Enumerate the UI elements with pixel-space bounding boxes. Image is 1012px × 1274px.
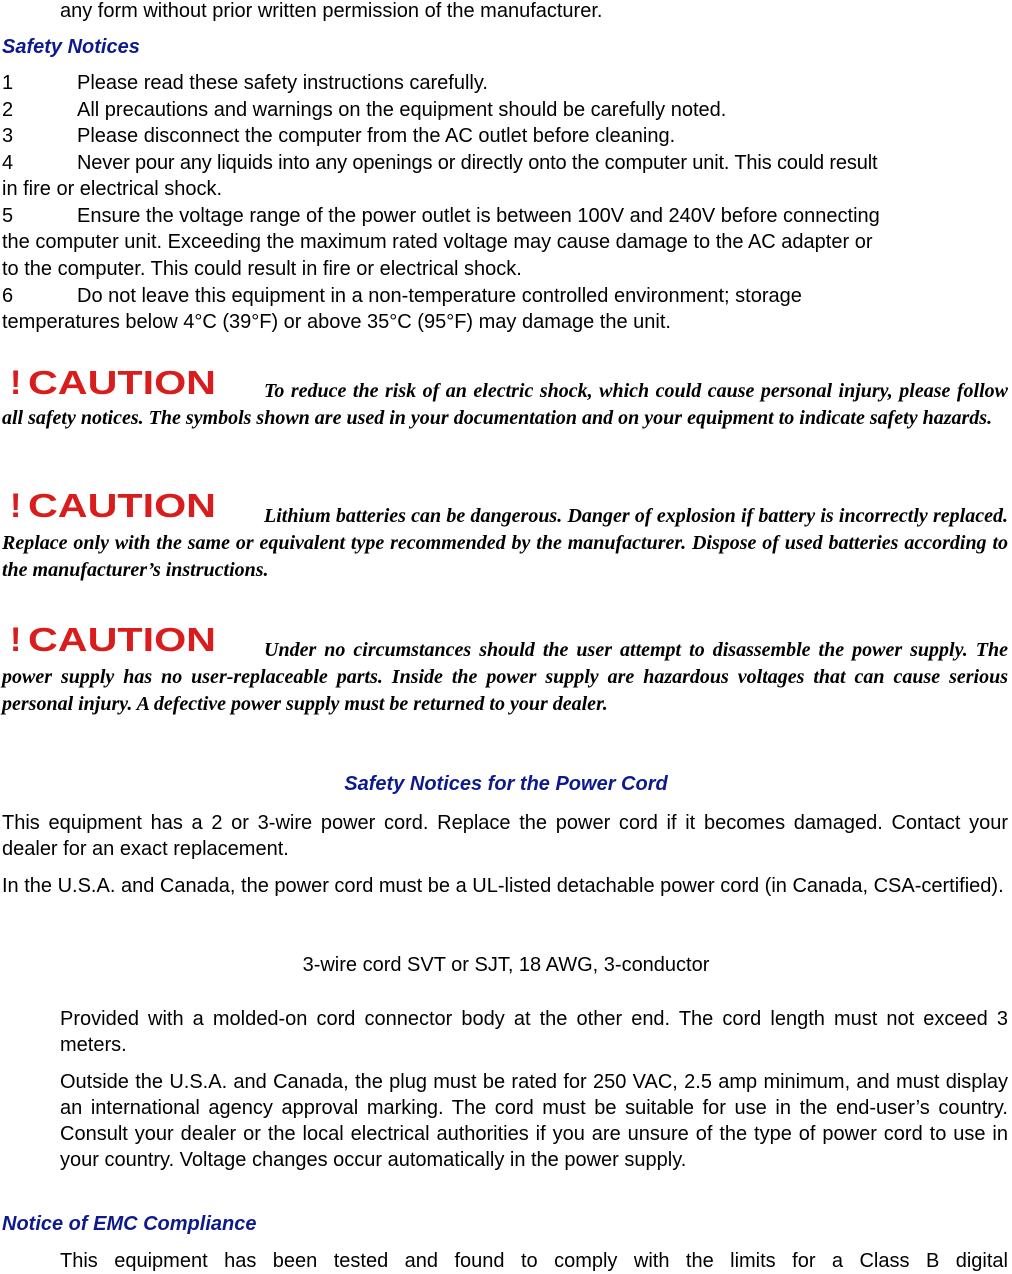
safety-item-5-text: Ensure the voltage range of the power outlet is between 100V and 240V before connecting — [77, 205, 880, 227]
power-cord-heading: Safety Notices for the Power Cord — [344, 773, 668, 795]
safety-item-2-text: All precautions and warnings on the equipment should be carefully noted. — [77, 99, 727, 121]
emc-compliance-heading: Notice of EMC Compliance — [2, 1213, 257, 1235]
safety-item-4-continuation: in fire or electrical shock. — [2, 178, 223, 200]
svg-text:!: ! — [10, 621, 22, 655]
svg-text:CAUTION: CAUTION — [28, 364, 216, 398]
power-cord-paragraph-3: Provided with a molded-on cord connector body at the other end. The cord length must not exceed 3 meters. — [60, 1008, 1008, 1056]
emc-compliance-paragraph: This equipment has been tested and found to comply with the limits for a Class B digital — [60, 1250, 1008, 1272]
caution-paragraph-electric-shock — [2, 378, 1008, 432]
safety-item-5-continuation-1: the computer unit. Exceeding the maximum rated voltage may cause damage to the AC adapter or — [2, 231, 873, 253]
safety-item-6-continuation: temperatures below 4°C (39°F) or above 35°C (95°F) may damage the unit. — [2, 311, 671, 333]
safety-item-5-continuation-2: to the computer. This could result in fire or electrical shock. — [2, 258, 522, 280]
svg-text:!: ! — [10, 364, 22, 398]
caution-text-power-supply: Under no circumstances should the user attempt to disassemble the power supply. The power supply has no user-replaceable parts. Inside the power supply are hazardous voltages that can cause serious personal injury. A defective power supply must be returned to your dealer. — [2, 639, 1008, 715]
safety-item-5-number: 5 — [2, 205, 14, 227]
intro-tail-text: any form without prior written permission of the manufacturer. — [60, 0, 603, 22]
safety-item-1-number: 1 — [2, 72, 14, 94]
power-cord-paragraph-1: This equipment has a 2 or 3-wire power cord. Replace the power cord if it becomes damaged. Contact your dealer for an exact replacement. — [2, 812, 1008, 860]
power-cord-paragraph-2: In the U.S.A. and Canada, the power cord must be a UL-listed detachable power cord (in Canada, CSA-certified). — [2, 875, 1004, 897]
caution-paragraph-lithium-batteries — [2, 503, 1008, 584]
safety-item-6-text: Do not leave this equipment in a non-temperature controlled environment; storage — [77, 285, 802, 307]
safety-item-2-number: 2 — [2, 99, 14, 121]
safety-item-3-text: Please disconnect the computer from the AC outlet before cleaning. — [77, 125, 676, 147]
svg-text:CAUTION: CAUTION — [28, 621, 216, 655]
svg-text:CAUTION: CAUTION — [28, 487, 216, 521]
safety-item-6-number: 6 — [2, 285, 14, 307]
safety-item-3-number: 3 — [2, 125, 14, 147]
safety-notices-heading: Safety Notices — [2, 36, 140, 58]
caution-text-lithium-batteries: Lithium batteries can be dangerous. Danger of explosion if battery is incorrectly replaced. Replace only with the same or equivalent type recommended by the manufacturer. Dispose of used batteries according to the manufacturer’s instructions. — [2, 505, 1008, 581]
caution-text-electric-shock: To reduce the risk of an electric shock, which could cause personal injury, please follow all safety notices. The symbols shown are used in your documentation and on your equipment to indicate safety hazards. — [2, 380, 1008, 429]
power-cord-paragraph-4: Outside the U.S.A. and Canada, the plug must be rated for 250 VAC, 2.5 amp minimum, and must display an international agency approval marking. The cord must be suitable for use in the end-user’s country. Consult your dealer or the local electrical authorities if you are unsure of the type of power cord to use in your country. Voltage changes occur automatically in the power supply. — [60, 1071, 1008, 1171]
power-cord-spec: 3-wire cord SVT or SJT, 18 AWG, 3-conductor — [302, 954, 710, 976]
caution-paragraph-power-supply — [2, 637, 1008, 718]
svg-text:!: ! — [10, 487, 22, 521]
safety-item-4-number: 4 — [2, 152, 14, 174]
safety-item-1-text: Please read these safety instructions carefully. — [77, 72, 488, 94]
safety-item-4-text: Never pour any liquids into any openings or directly onto the computer unit. This could result — [77, 152, 878, 174]
